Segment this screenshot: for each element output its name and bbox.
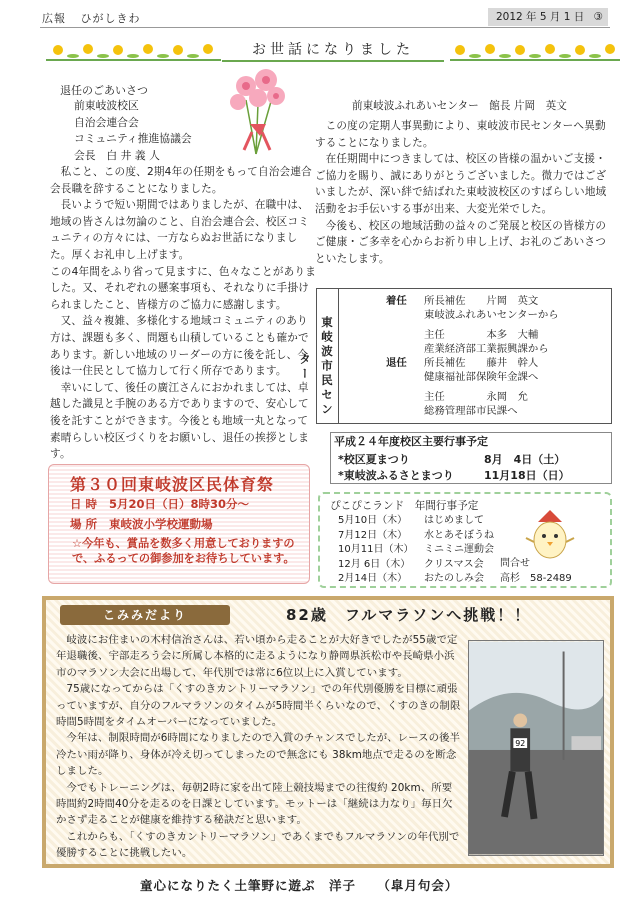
haiku-line bbox=[140, 876, 458, 894]
komimi-headline: 82歳 フルマラソンへ挑戦！！ bbox=[286, 606, 532, 624]
author-line: 前東岐波ふれあいセンター 館長 片岡 英文 bbox=[352, 100, 567, 112]
event-date: 11月18日（日） bbox=[484, 469, 570, 482]
paragraph: 今後も、校区の地域活動の益々のご発展と校区の皆様方のご健康・ご多幸を心からお祈り申し上げ、お礼のごあいさつといたします。 bbox=[315, 219, 607, 265]
pg-event: おたのしみ会 bbox=[424, 573, 484, 584]
where-value: 東岐波小学校運動場 bbox=[109, 517, 213, 531]
playground-title: ぴこぴこランド 年間行事予定 bbox=[330, 500, 479, 512]
paragraph: 今でもトレーニングは、毎朝2時に家を出て陸上競技場までの往復約 20km、所要時間約2時間40分を走るのを日課としています。モットーは「継続は力なり」毎日欠かさず走ることが健康を維持する秘訣だと思います。 bbox=[56, 781, 453, 827]
playground-events bbox=[424, 514, 494, 587]
right-article-body bbox=[315, 118, 612, 267]
arrive-block bbox=[386, 294, 559, 355]
paragraph: この4年間をふり省って見ますに、色々なことがありました。又、それぞれの懸案事項も、それなりに手掛けられましたこと、皆様方のご協力に感謝します。 bbox=[50, 265, 316, 311]
sports-title: 第３０回東岐波区民体育祭 bbox=[70, 475, 275, 494]
flower-border-left bbox=[46, 40, 221, 62]
depart-person: 主任 永岡 允 bbox=[424, 391, 528, 403]
signature-line: 会長 白 井 義 人 bbox=[74, 148, 160, 162]
arrive-label: 着任 bbox=[386, 295, 407, 307]
depart-person: 所長補佐 藤井 幹人 bbox=[424, 357, 539, 369]
pg-event: 水とあそぼうね bbox=[424, 529, 494, 541]
paragraph: 岐波にお住まいの木村信治さんは、若い頃から走ることが大好きでしたが55歳で定年退職後、宇部走ろう会に所属し本格的に走るようになり静岡県浜松市や長崎県小浜市のマラソン大会に出場して、年代別では常に6位以上に入賞しています。 bbox=[56, 634, 458, 679]
komimi-tag: こみみだより bbox=[60, 605, 230, 625]
pg-event: クリスマス会 bbox=[424, 558, 484, 570]
depart-label: 退任 bbox=[386, 357, 407, 369]
arrive-from: 産業経済部工業振興課から bbox=[424, 343, 549, 355]
page-number: ③ bbox=[593, 11, 604, 23]
page-header bbox=[42, 10, 151, 26]
greeting-title: 退任のごあいさつ bbox=[60, 84, 148, 97]
sports-note: ☆今年も、賞品を数多く用意しておりますので、ふるっての御参加をお待ちしています。 bbox=[72, 537, 295, 565]
pg-date: 5月10日（木） bbox=[338, 515, 408, 526]
depart-block bbox=[386, 356, 539, 417]
when-label: 日 時 bbox=[70, 497, 98, 511]
pg-date: 10月11日（木） bbox=[338, 544, 414, 555]
paragraph: 幸いにして、後任の廣江さんにおかれましては、卓越した識見と手腕のある方でありますので、安心して後を託すことができます。今後とも地域一丸となって素晴らしい校区づくりをお願いし、退任の挨拶とします。 bbox=[50, 381, 310, 461]
signature-line: コミュニティ推進協議会 bbox=[74, 132, 192, 146]
arrive-from: 東岐波ふれあいセンターから bbox=[424, 309, 559, 321]
pg-date: 7月12日（木） bbox=[338, 529, 408, 541]
event-name: *東岐波ふるさとまつり bbox=[338, 469, 454, 482]
paragraph: 私こと、この度、2期4年の任期をもって自治会連合会長職を辞することになりました。 bbox=[50, 166, 312, 195]
banner-title: お世話になりました bbox=[222, 40, 444, 62]
pg-event: ミニミニ運動会 bbox=[424, 544, 494, 555]
publication-name: 広報 bbox=[42, 12, 66, 25]
haiku-text: 童心になりたく土筆野に遊ぶ 洋子 bbox=[140, 878, 357, 893]
playground-dates bbox=[338, 514, 413, 587]
pg-date: 2月14日（木） bbox=[338, 573, 408, 584]
events-title: 平成２４年度校区主要行事予定 bbox=[334, 435, 488, 448]
haiku-group: （皐月句会） bbox=[377, 878, 459, 893]
pg-date: 12月 6日（木） bbox=[338, 558, 411, 570]
race-bib: 92 bbox=[515, 739, 526, 749]
town-name: ひがしきわ bbox=[80, 12, 141, 25]
header-divider bbox=[40, 27, 610, 28]
paragraph: この度の定期人事異動により、東岐波市民センターへ異動することになりました。 bbox=[315, 120, 606, 149]
center-name-vertical: 東岐波市民センター bbox=[317, 289, 339, 423]
sports-where bbox=[70, 516, 213, 532]
signature-line: 前東岐波校区 bbox=[74, 99, 139, 112]
event-date: 8月 4日（土） bbox=[484, 453, 566, 466]
paragraph: これからも、「くすのきカントリーマラソン」であくまでもフルマラソンの年代別で優勝することに挑戦したい。 bbox=[56, 830, 460, 860]
bouquet-illustration bbox=[222, 64, 294, 160]
issue-date: 2012 年 5 月 1 日 bbox=[496, 11, 585, 23]
event-name: *校区夏まつり bbox=[338, 453, 410, 466]
when-value: 5月20日（日）8時30分～ bbox=[109, 497, 250, 511]
pg-contact: 高杉 58-2489 bbox=[500, 572, 572, 584]
signature-block bbox=[74, 98, 192, 164]
chick-mascot-illustration bbox=[520, 508, 580, 564]
arrive-person: 主任 本多 大輔 bbox=[424, 329, 539, 341]
pg-contact-label: 問合せ bbox=[500, 558, 530, 569]
paragraph: 75歳になってからは「くすのきカントリーマラソン」での年代別優勝を目標に頑張っていますが、自分のフルマラソンのタイムが5時間半くらいなので、くすのきの制限時間5時間をタイムオーバーになっていました。 bbox=[56, 683, 461, 729]
paragraph: 又、益々複雑、多様化する地域コミュニティのあり方は、課題も多く、問題も山積していることも確かであります。新しい地域のリーダーの方に後を託し、今後は一住民として協力して行く所存であります。 bbox=[50, 315, 309, 378]
left-article-body bbox=[50, 164, 318, 463]
pg-event: はじめまして bbox=[424, 515, 484, 526]
komimi-body bbox=[56, 632, 462, 862]
paragraph: 長いようで短い期間ではありましたが、在職中は、地域の皆さんは勿論のこと、自治会連合会、校区コミュニティの方々には、一方ならぬお世話になりました。厚くお礼申し上げます。 bbox=[50, 199, 310, 261]
depart-to: 健康福祉部保険年金課へ bbox=[424, 371, 539, 383]
header-date-box bbox=[488, 8, 608, 26]
arrive-person: 所長補佐 片岡 英文 bbox=[424, 295, 539, 307]
depart-to: 総務管理部市民課へ bbox=[424, 405, 518, 417]
signature-line: 自治会連合会 bbox=[74, 115, 139, 129]
flower-border-right bbox=[450, 40, 620, 62]
marathon-runner-photo bbox=[468, 640, 604, 856]
paragraph: 今年は、制限時間が6時間になりましたので入賞のチャンスでしたが、レースの後半冷たい雨が降り、身体が冷え切ってしまったので無念にも 38km地点で走るのを断念しました。 bbox=[56, 732, 461, 778]
sports-when bbox=[70, 496, 249, 512]
paragraph: 在任期間中につきましては、校区の皆様の温かいご支援・ご協力を賜り、誠にありがとうございました。微力ではございましたが、深い絆で結ばれた東岐波校区のすばらしい地域活動をお手伝いする事が出来、大変光栄でした。 bbox=[315, 153, 607, 215]
where-label: 場 所 bbox=[70, 517, 98, 531]
